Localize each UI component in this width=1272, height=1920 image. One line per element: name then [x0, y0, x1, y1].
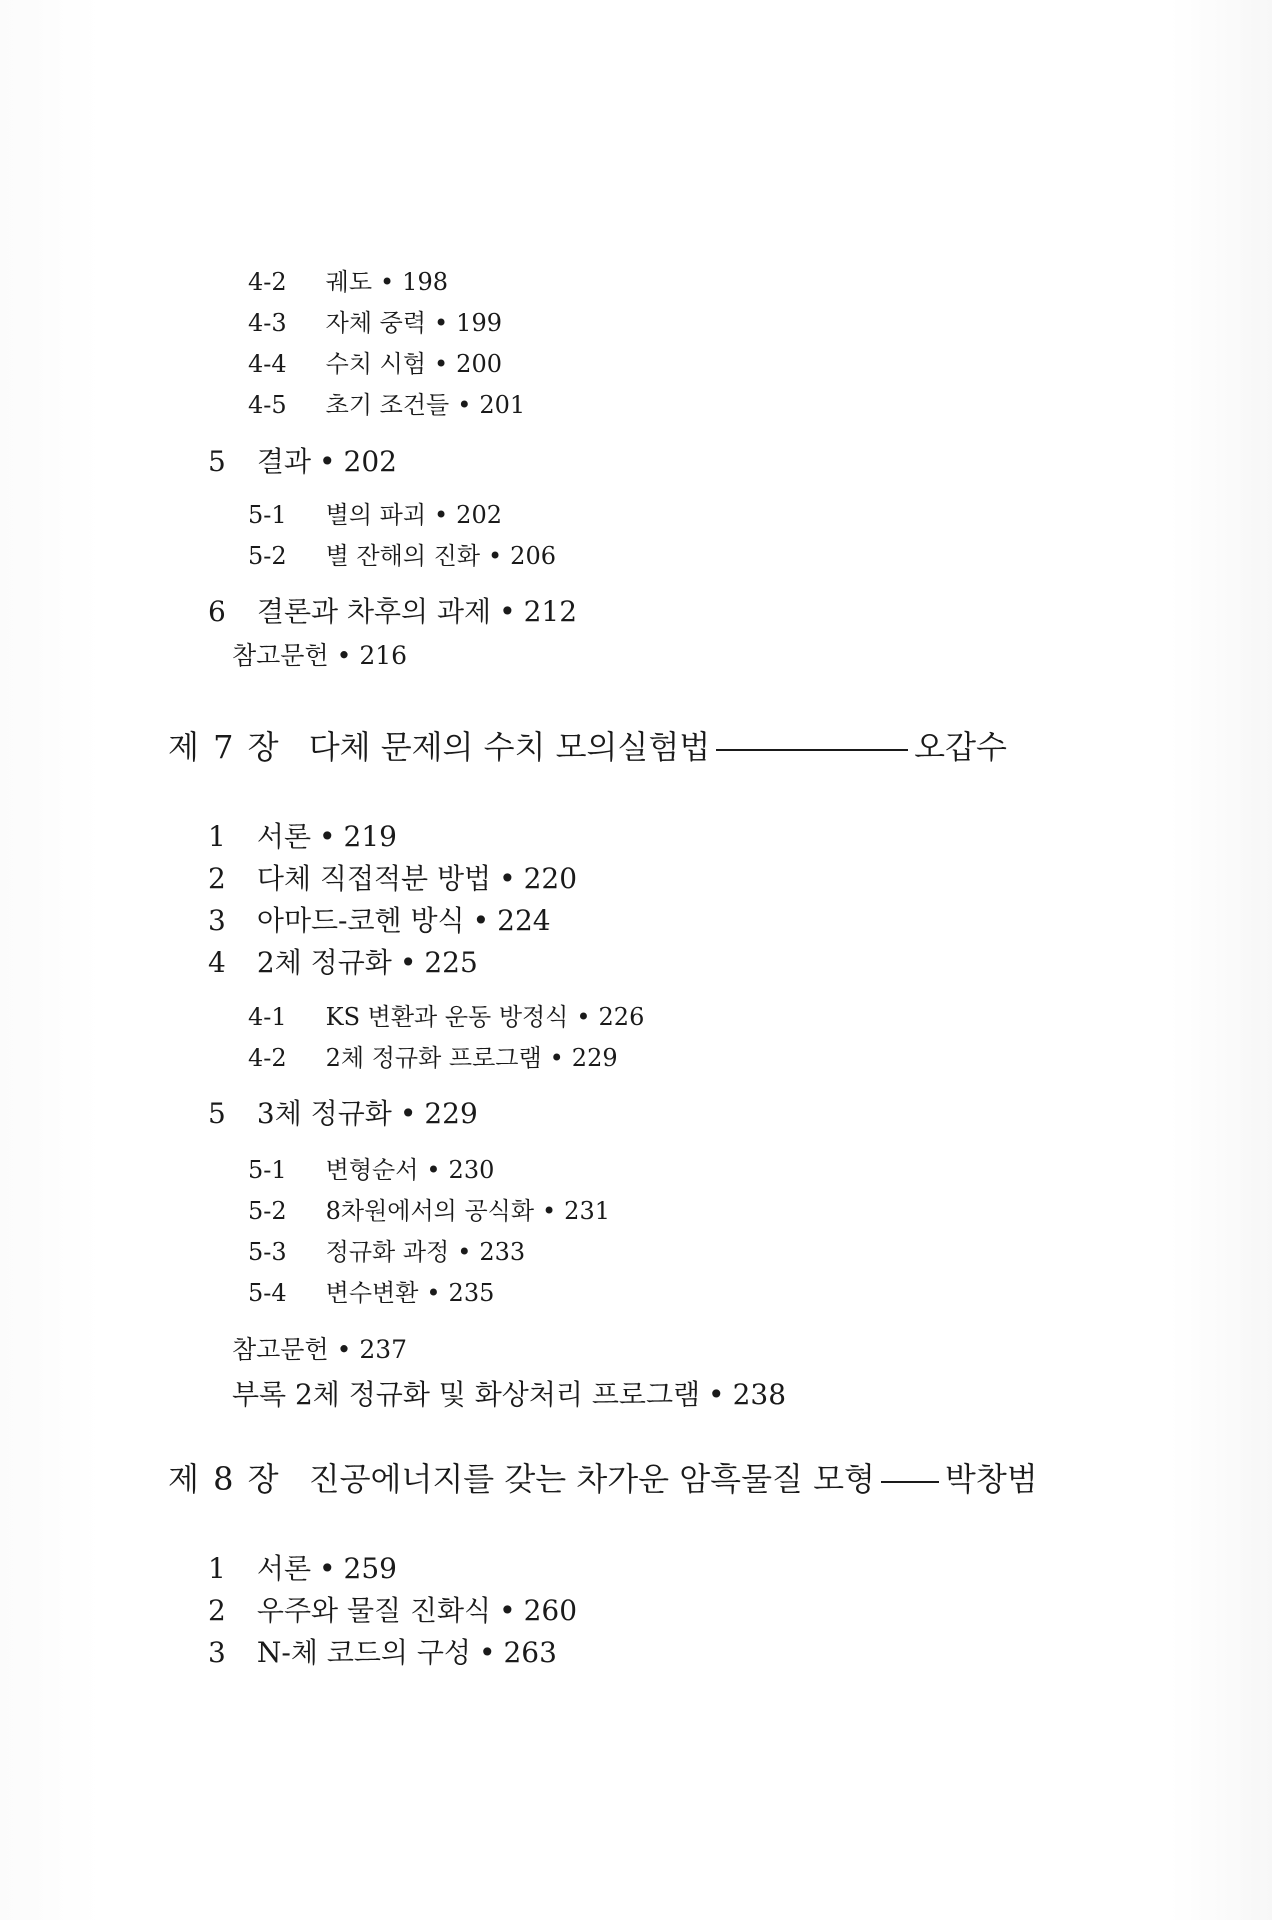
toc-entry: [208, 1092, 478, 1132]
page-number: 226: [598, 1003, 645, 1031]
page-number: 260: [523, 1594, 578, 1627]
section-title: 별의 파괴: [325, 501, 427, 529]
section-title: 별 잔해의 진화: [325, 542, 481, 570]
section-title: 아마드-코헨 방식: [256, 904, 465, 937]
bullet: •: [499, 595, 516, 628]
chapter-author: 박창범: [944, 1460, 1038, 1498]
bullet: •: [399, 946, 417, 979]
section-title: 초기 조건들: [325, 391, 450, 419]
section-title: 2체 정규화: [256, 946, 392, 979]
section-number: 4-5: [248, 391, 287, 419]
toc-entry: [248, 1232, 525, 1267]
section-title: 결론과 차후의 과제: [256, 595, 492, 628]
toc-entry-appendix: [232, 1373, 786, 1413]
bullet: •: [426, 1279, 441, 1307]
toc-entry: [248, 1191, 610, 1226]
section-number: 5: [208, 1097, 226, 1130]
bullet: •: [478, 1636, 496, 1669]
section-title: 궤도: [325, 268, 373, 296]
section-number: 6: [208, 595, 226, 628]
section-title: 다체 직접적분 방법: [256, 862, 492, 895]
toc-entry: [248, 303, 502, 338]
bullet: •: [488, 542, 503, 570]
toc-entry: [248, 997, 644, 1032]
section-number: 5-1: [248, 1156, 287, 1184]
section-title: 부록 2체 정규화 및 화상처리 프로그램: [232, 1378, 701, 1411]
toc-entry: [208, 857, 577, 897]
chapter-label: 제 7 장: [168, 728, 281, 766]
bullet: •: [319, 445, 336, 478]
page-number: 238: [732, 1378, 787, 1411]
section-title: 정규화 과정: [325, 1238, 450, 1266]
toc-entry-references: [232, 1330, 407, 1366]
page-number: 230: [448, 1156, 495, 1184]
page-number: 231: [564, 1197, 610, 1225]
page-number: 206: [510, 542, 556, 570]
page-number: 212: [523, 595, 578, 628]
section-number: 4-2: [248, 1044, 287, 1072]
page-number: 237: [359, 1335, 408, 1364]
section-number: 4: [208, 946, 226, 979]
toc-entry: [248, 495, 502, 530]
bullet: •: [576, 1003, 591, 1031]
page-number: 233: [479, 1238, 526, 1266]
section-title: 서론: [256, 1552, 312, 1585]
section-title: 결과: [256, 445, 312, 478]
page-number: 200: [456, 350, 502, 378]
section-title: 자체 중력: [325, 309, 427, 337]
section-title: 우주와 물질 진화식: [256, 1594, 492, 1627]
bullet: •: [499, 862, 516, 895]
bullet: •: [499, 1594, 516, 1627]
section-number: 2: [208, 1594, 226, 1627]
toc-entry: [208, 1589, 577, 1629]
chapter-title: 다체 문제의 수치 모의실험법: [308, 728, 711, 766]
toc-entry: [208, 440, 397, 480]
page-number: 201: [479, 391, 526, 419]
leader-rule: [716, 749, 908, 751]
bullet: •: [472, 904, 490, 937]
section-title: KS 변환과 운동 방정식: [325, 1003, 569, 1031]
section-number: 3: [208, 904, 226, 937]
section-title: 8차원에서의 공식화: [325, 1197, 535, 1225]
section-number: 5-1: [248, 501, 287, 529]
toc-entry-references: [232, 636, 407, 672]
section-number: 4-2: [248, 268, 287, 296]
toc-entry: [208, 590, 577, 630]
page-number: 263: [503, 1636, 557, 1669]
toc-entry: [208, 1631, 557, 1671]
section-number: 1: [208, 820, 226, 853]
toc-entry: [248, 1150, 494, 1185]
section-number: 3: [208, 1636, 226, 1669]
page-number: 199: [456, 309, 502, 337]
toc-entry: [208, 941, 478, 981]
section-number: 4-4: [248, 350, 287, 378]
toc-entry: [248, 1273, 494, 1308]
chapter-heading: [168, 1454, 1038, 1500]
toc-entry: [248, 344, 502, 379]
chapter-title: 진공에너지를 갖는 차가운 암흑물질 모형: [308, 1460, 875, 1498]
toc-entry: [208, 815, 397, 855]
chapter-label: 제 8 장: [168, 1460, 281, 1498]
bullet: •: [434, 309, 449, 337]
bullet: •: [319, 1552, 336, 1585]
bullet: •: [708, 1378, 725, 1411]
section-title: 변형순서: [325, 1156, 419, 1184]
bullet: •: [336, 1335, 352, 1364]
section-title: 3체 정규화: [256, 1097, 392, 1130]
bullet: •: [457, 1238, 472, 1266]
section-title: 2체 정규화 프로그램: [325, 1044, 542, 1072]
bullet: •: [542, 1197, 557, 1225]
toc-entry: [248, 385, 525, 420]
section-number: 4-1: [248, 1003, 287, 1031]
bullet: •: [549, 1044, 564, 1072]
leader-rule: [881, 1481, 939, 1483]
page-number: 224: [497, 904, 551, 937]
page-number: 259: [343, 1552, 397, 1585]
page-number: 202: [343, 445, 397, 478]
bullet: •: [399, 1097, 417, 1130]
bullet: •: [426, 1156, 441, 1184]
section-title: 참고문헌: [232, 1335, 329, 1364]
toc-entry: [248, 1038, 618, 1073]
section-number: 1: [208, 1552, 226, 1585]
page-number: 229: [424, 1097, 478, 1130]
section-number: 5-3: [248, 1238, 287, 1266]
toc-entry: [248, 262, 448, 297]
toc-entry: [208, 1547, 397, 1587]
page-number: 229: [571, 1044, 618, 1072]
section-number: 5-2: [248, 542, 287, 570]
section-title: 참고문헌: [232, 641, 329, 670]
section-title: 서론: [256, 820, 312, 853]
chapter-heading: [168, 722, 1007, 768]
section-title: N-체 코드의 구성: [256, 1636, 471, 1669]
page-number: 220: [523, 862, 578, 895]
section-title: 변수변환: [325, 1279, 419, 1307]
section-number: 5: [208, 445, 226, 478]
page-number: 225: [424, 946, 478, 979]
section-number: 4-3: [248, 309, 287, 337]
section-number: 5-4: [248, 1279, 287, 1307]
bullet: •: [319, 820, 336, 853]
toc-entry: [248, 536, 556, 571]
chapter-author: 오갑수: [914, 728, 1007, 766]
toc-entry: [208, 899, 551, 939]
bullet: •: [457, 391, 472, 419]
page-number: 202: [456, 501, 502, 529]
page-number: 216: [359, 641, 408, 670]
page-number: 235: [448, 1279, 495, 1307]
page-number: 219: [343, 820, 397, 853]
bullet: •: [434, 501, 449, 529]
bullet: •: [380, 268, 395, 296]
section-number: 5-2: [248, 1197, 287, 1225]
section-title: 수치 시험: [325, 350, 427, 378]
section-number: 2: [208, 862, 226, 895]
page-number: 198: [402, 268, 448, 296]
bullet: •: [434, 350, 449, 378]
bullet: •: [336, 641, 352, 670]
